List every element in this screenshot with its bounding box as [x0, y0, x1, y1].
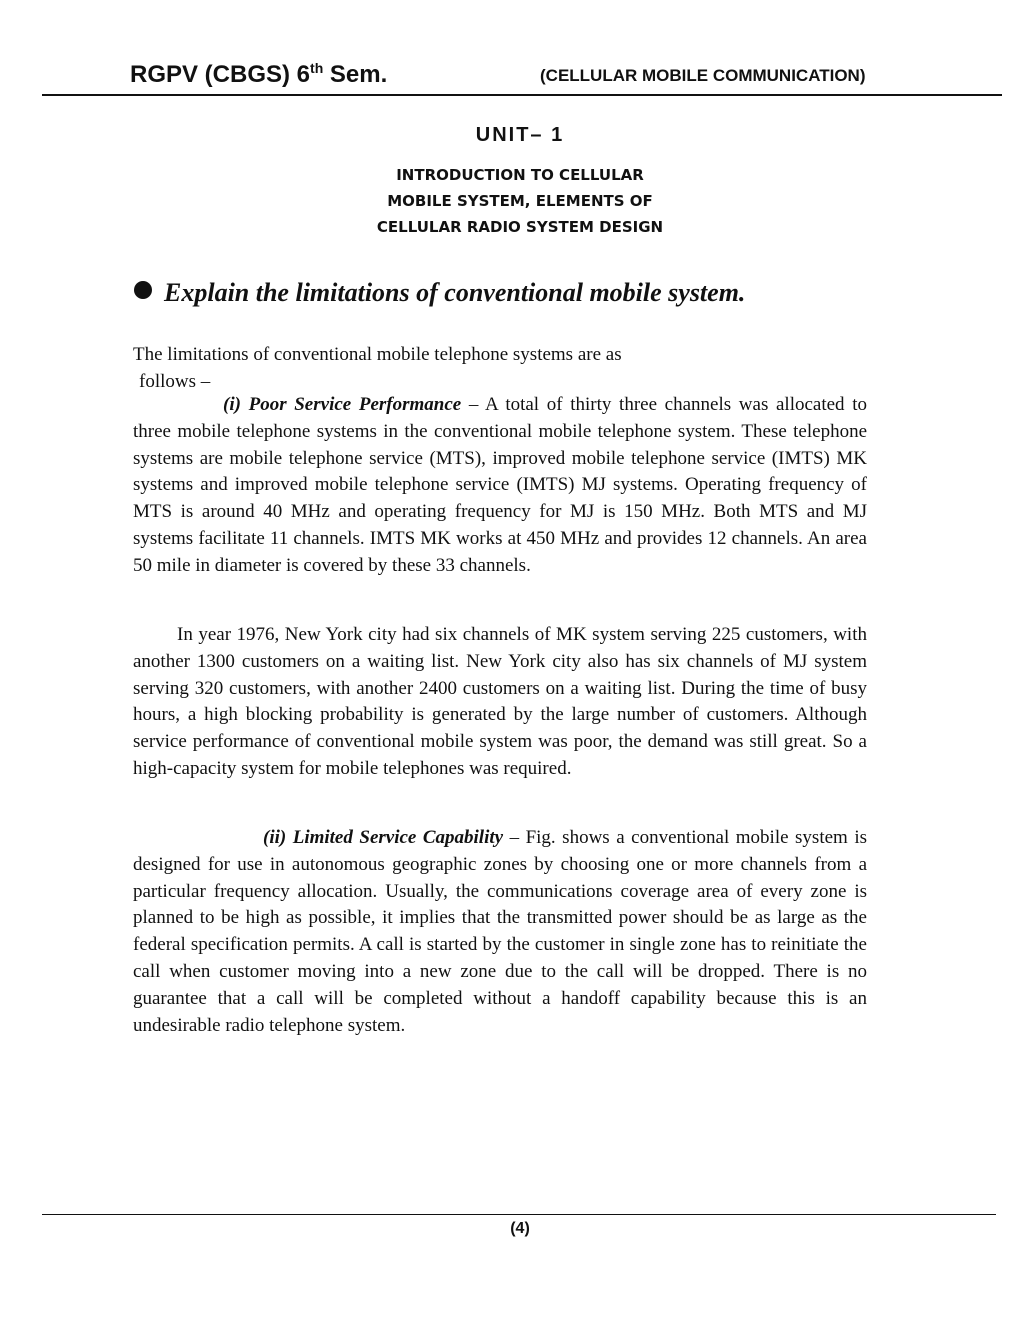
- intro-line-2: follows –: [139, 370, 211, 392]
- bullet-icon: [134, 281, 152, 299]
- paragraph-text: – Fig. shows a conventional mobile system is designed for use in autonomous geographic zones by choosing one or more channels from a particular frequency allocation. Usually, the communications coverage area of every zone is planned to be high as possible, it implies that the transmitted power should be as large as the federal specification permits. A call is started by the customer in single zone has to reinitiate the call when customer moving into a new zone due to the call will be dropped. There is no guarantee that a call will be completed without a handoff capability because this is an undesirable radio telephone system.: [133, 827, 867, 1036]
- unit-subtitle-line: INTRODUCTION TO CELLULAR: [396, 166, 644, 184]
- paragraph-limited-service: [133, 825, 867, 1039]
- paragraph-new-york: [133, 622, 867, 783]
- question-text: Explain the limitations of conventional mobile system.: [164, 278, 746, 307]
- course-title-suffix: Sem.: [323, 61, 388, 88]
- subject-title: (CELLULAR MOBILE COMMUNICATION): [540, 66, 866, 85]
- course-title: [130, 60, 387, 89]
- unit-subtitle: [0, 162, 1020, 240]
- unit-subtitle-line: MOBILE SYSTEM, ELEMENTS OF: [387, 192, 653, 210]
- paragraph-poor-service: [133, 392, 867, 580]
- page-header: [42, 50, 1002, 96]
- footer-rule: [42, 1214, 996, 1215]
- paragraph-label: (i) Poor Service Performance: [223, 394, 462, 415]
- intro-line-1: The limitations of conventional mobile telephone systems are as: [133, 344, 622, 365]
- unit-title: UNIT– 1: [475, 124, 565, 146]
- page-number: (4): [510, 1220, 530, 1237]
- intro-paragraph: [133, 342, 867, 396]
- question-heading: [134, 278, 745, 308]
- paragraph-label: (ii) Limited Service Capability: [263, 827, 504, 848]
- course-title-superscript: th: [310, 60, 324, 76]
- paragraph-text: – A total of thirty three channels was allocated to three mobile telephone systems in the conventional mobile telephone system. These telephone systems are mobile telephone service (MTS), improved mobile telephone service (IMTS) MK systems and improved mobile telephone service (IMTS) MJ systems. Operating frequency of MTS is around 40 MHz and operating frequency for MJ is 150 MHz. Both MTS and MJ systems facilitate 11 channels. IMTS MK works at 450 MHz and provides 12 channels. An area 50 mile in diameter is covered by these 33 channels.: [133, 394, 867, 576]
- course-title-text: RGPV (CBGS) 6: [130, 61, 311, 88]
- paragraph-text: In year 1976, New York city had six channels of MK system serving 225 customers, with another 1300 customers on a waiting list. New York city also has six channels of MJ system serving 320 customers, with another 2400 customers on a waiting list. During the time of busy hours, a high blocking probability is generated by the large number of customers. Although service performance of conventional mobile system was poor, the demand was still great. So a high-capacity system for mobile telephones was required.: [133, 624, 867, 779]
- unit-subtitle-line: CELLULAR RADIO SYSTEM DESIGN: [376, 218, 664, 236]
